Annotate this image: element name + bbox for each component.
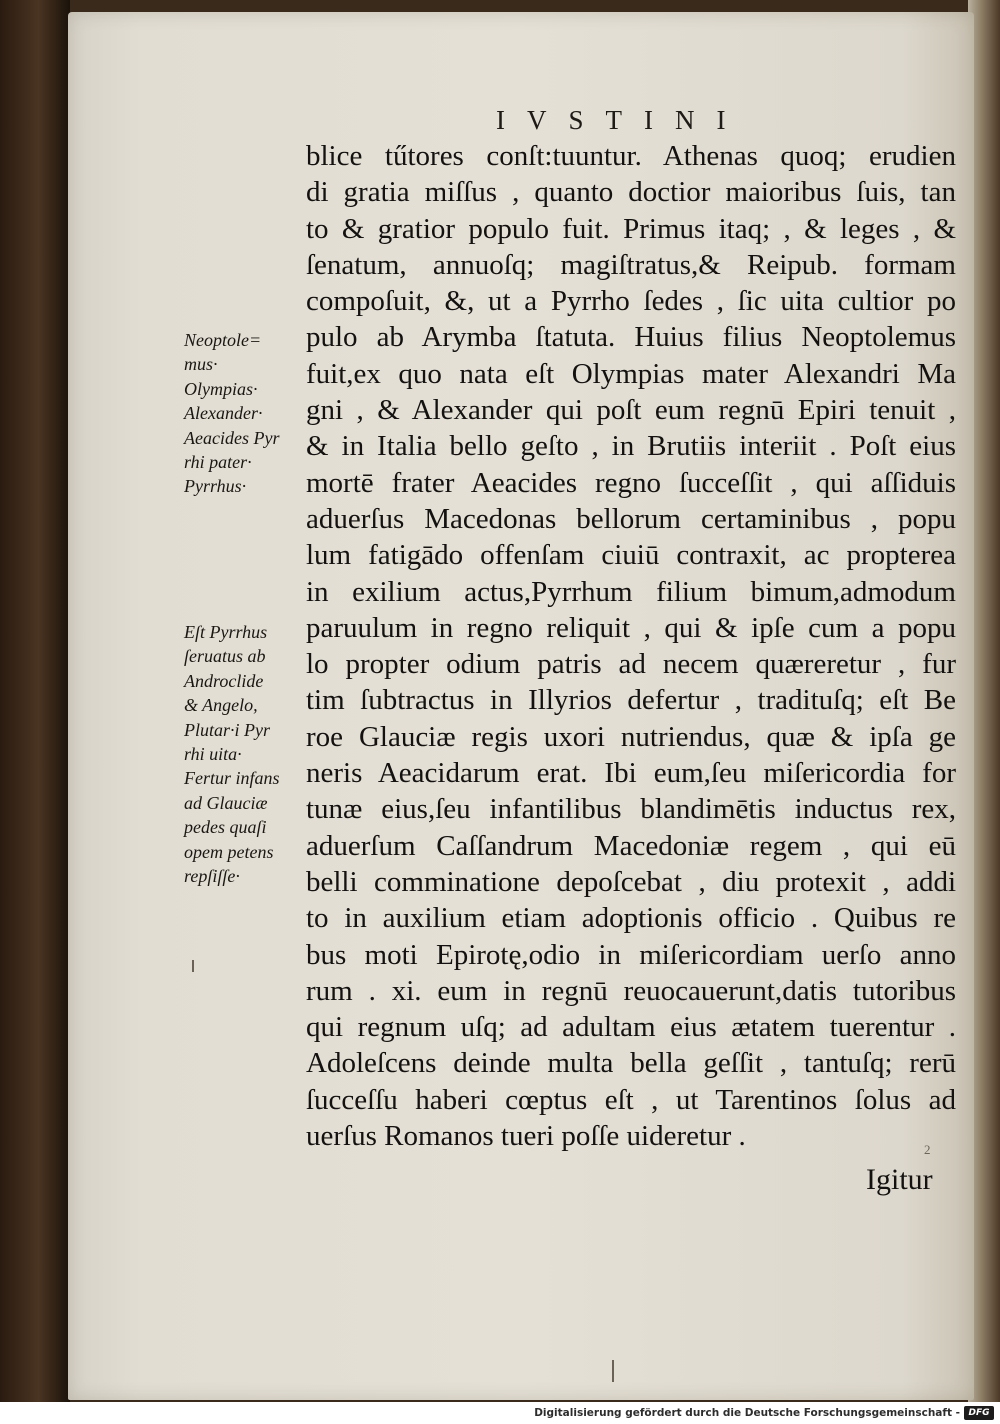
text-line: tim ſubtractus in Illyrios defertur , tradituſq; eſt Be	[306, 684, 956, 717]
margin-note-line: Neoptole=	[184, 330, 262, 350]
text-line: ſucceſſu haberi cœptus eſt , ut Tarentinos ſolus ad	[306, 1083, 956, 1116]
margin-note-line: Olympias·	[184, 378, 258, 399]
ink-speck	[192, 960, 194, 972]
text-line: in exilium actus,Pyrrhum filium bimum,admodum	[306, 575, 956, 608]
margin-note-line: Pyrrhus·	[184, 476, 247, 497]
text-line: paruulum in regno reliquit , qui & ipſe cum a popu	[306, 611, 956, 644]
text-line: neris Aeacidarum erat. Ibi eum,ſeu miſericordia for	[306, 757, 956, 790]
funding-notice: Digitalisierung gefördert durch die Deutsche Forschungsgemeinschaft -	[534, 1407, 960, 1419]
text-line: to in auxilium etiam adoptionis officio . Quibus re	[306, 902, 956, 935]
margin-note-line: mus·	[184, 354, 218, 375]
margin-note-line: opem petens	[184, 841, 274, 862]
text-line: rum . xi. eum in regnū reuocauerunt,datis tutoribus	[306, 974, 956, 1007]
text-line: uerſus Romanos tueri poſſe uideretur .	[306, 1120, 746, 1153]
margin-note-line: pedes quaſi	[184, 817, 267, 838]
margin-note-line: & Angelo,	[184, 695, 258, 716]
text-line: qui regnum uſq; ad adultam eius ætatem tuerentur .	[306, 1011, 956, 1044]
text-line: Adoleſcens deinde multa bella geſſit , tantuſq; rerū	[306, 1047, 956, 1080]
text-line: fuit,ex quo nata eſt Olympias mater Alexandri Ma	[306, 357, 956, 390]
running-head: IVSTINI	[496, 105, 748, 135]
text-line: aduerſum Caſſandrum Macedoniæ regem , qui eū	[306, 829, 956, 862]
footer-bar	[0, 1402, 1000, 1424]
margin-note-line: Aeacides Pyr	[184, 427, 280, 448]
text-line: blice tűtores conſt:tuuntur. Athenas quoq; erudien	[306, 140, 956, 172]
text-line: ſenatum, annuoſq; magiſtratus,& Reipub. formam	[306, 248, 956, 281]
book-binding-left	[0, 0, 70, 1402]
text-line: tunæ eius,ſeu infantilibus blandimētis inductus rex,	[306, 793, 956, 826]
margin-note-line: Plutar·i Pyr	[184, 719, 270, 740]
signature-mark: 2	[924, 1142, 931, 1157]
main-text-block	[306, 138, 956, 1154]
margin-note-genealogy	[184, 328, 300, 499]
margin-note-line: repſiſſe·	[184, 865, 240, 886]
text-line: bus moti Epirotę,odio in miſericordiam uerſo anno	[306, 938, 956, 971]
text-line: to & gratior populo fuit. Primus itaq; , & leges , &	[306, 212, 956, 245]
text-line: belli comminatione depoſcebat , diu protexit , addi	[306, 865, 956, 898]
margin-note-line: ſeruatus ab	[184, 646, 266, 667]
text-line: lo propter odium patris ad necem quæreretur , fur	[306, 648, 956, 681]
text-line: di gratia miſſus , quanto doctior maioribus ſuis, tan	[306, 176, 956, 209]
margin-note-line: ad Glauciæ	[184, 792, 268, 813]
text-line: & in Italia bello geſto , in Brutiis interiit . Poſt eius	[306, 430, 956, 463]
margin-note-line: Alexander·	[184, 403, 263, 424]
margin-note-line: Eſt Pyrrhus	[184, 622, 268, 642]
dfg-logo: DFG	[964, 1406, 994, 1420]
margin-note-line: Fertur infans	[184, 768, 280, 789]
text-line: roe Glauciæ regis uxori nutriendus, quæ & ipſa ge	[306, 720, 956, 753]
text-line: pulo ab Arymba ſtatuta. Huius filius Neoptolemus	[306, 321, 956, 354]
catchword: Igitur	[866, 1163, 933, 1196]
margin-note-pyrrhus	[184, 620, 300, 888]
text-line: lum fatigādo offenſam ciuiū contraxit, ac propterea	[306, 539, 956, 572]
text-line: compoſuit, &, ut a Pyrrho ſedes , ſic uita cultior po	[306, 285, 956, 318]
ink-speck	[612, 1360, 614, 1382]
text-line: mortē frater Aeacides regno ſucceſſit , qui aſſiduis	[306, 466, 956, 499]
text-line: aduerſus Macedonas bellorum certaminibus , popu	[306, 502, 956, 535]
margin-note-line: rhi pater·	[184, 451, 252, 472]
margin-note-line: Androclide	[184, 670, 264, 691]
text-line: gni , & Alexander qui poſt eum regnū Epiri tenuit ,	[306, 394, 956, 427]
margin-note-line: rhi uita·	[184, 743, 242, 764]
